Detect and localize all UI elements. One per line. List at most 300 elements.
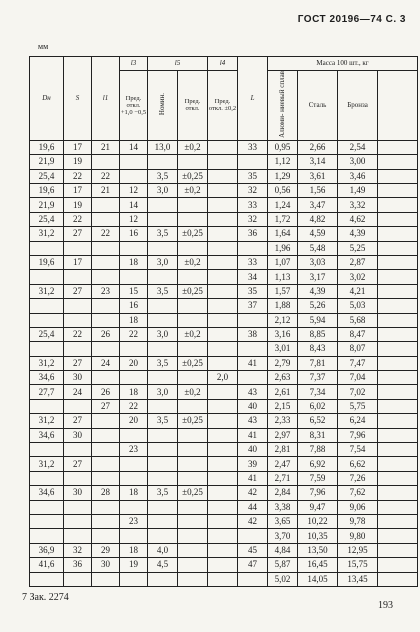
col-L: L	[238, 57, 268, 141]
cell-l4	[208, 543, 238, 557]
cell-bronze: 12,95	[338, 543, 378, 557]
cell-l3	[120, 572, 148, 586]
cell-l4	[208, 227, 238, 241]
cell-filler	[378, 255, 418, 269]
cell-l4	[208, 327, 238, 341]
cell-alu: 2,33	[268, 414, 298, 428]
cell-d0	[30, 313, 64, 327]
cell-l5-dev	[178, 514, 208, 528]
cell-L: 35	[238, 284, 268, 298]
cell-bronze: 8,07	[338, 342, 378, 356]
cell-alu: 3,38	[268, 500, 298, 514]
cell-steel: 8,31	[298, 428, 338, 442]
cell-L: 41	[238, 428, 268, 442]
cell-s	[64, 443, 92, 457]
cell-l3: 19	[120, 558, 148, 572]
table-row	[30, 399, 418, 413]
cell-s	[64, 342, 92, 356]
cell-d0: 31,2	[30, 356, 64, 370]
cell-d0: 31,2	[30, 284, 64, 298]
cell-bronze: 5,03	[338, 299, 378, 313]
cell-l3	[120, 471, 148, 485]
cell-l3	[120, 169, 148, 183]
cell-L: 37	[238, 299, 268, 313]
cell-L: 40	[238, 443, 268, 457]
cell-l3: 20	[120, 414, 148, 428]
cell-steel: 4,82	[298, 212, 338, 226]
footer-order: 7 Зак. 2274	[22, 592, 69, 603]
cell-l5-nom	[148, 529, 178, 543]
cell-l3: 18	[120, 385, 148, 399]
cell-l1: 21	[92, 183, 120, 197]
cell-l1	[92, 212, 120, 226]
cell-l5-nom	[148, 457, 178, 471]
cell-l3: 22	[120, 327, 148, 341]
cell-steel: 2,66	[298, 140, 338, 154]
cell-l5-nom: 3,5	[148, 486, 178, 500]
cell-l3	[120, 500, 148, 514]
cell-l5-nom	[148, 514, 178, 528]
cell-l5-nom: 4,0	[148, 543, 178, 557]
cell-steel: 4,39	[298, 284, 338, 298]
cell-bronze: 7,54	[338, 443, 378, 457]
cell-bronze: 9,78	[338, 514, 378, 528]
cell-s	[64, 270, 92, 284]
cell-alu: 2,79	[268, 356, 298, 370]
col-filler	[378, 71, 418, 141]
cell-d0: 21,9	[30, 155, 64, 169]
cell-bronze: 3,32	[338, 198, 378, 212]
cell-s: 27	[64, 457, 92, 471]
cell-l3	[120, 428, 148, 442]
cell-bronze: 7,62	[338, 486, 378, 500]
cell-alu: 2,97	[268, 428, 298, 442]
table-row	[30, 313, 418, 327]
cell-l1	[92, 299, 120, 313]
cell-s	[64, 529, 92, 543]
cell-steel: 10,35	[298, 529, 338, 543]
cell-l3	[120, 529, 148, 543]
cell-filler	[378, 241, 418, 255]
cell-d0	[30, 342, 64, 356]
cell-d0: 27,7	[30, 385, 64, 399]
col-steel: Сталь	[298, 71, 338, 141]
cell-steel: 13,50	[298, 543, 338, 557]
cell-l5-nom	[148, 155, 178, 169]
cell-alu: 3,65	[268, 514, 298, 528]
cell-alu: 1,24	[268, 198, 298, 212]
cell-l5-nom	[148, 342, 178, 356]
cell-l5-dev	[178, 529, 208, 543]
cell-bronze: 6,24	[338, 414, 378, 428]
cell-filler	[378, 514, 418, 528]
col-alu: Алюми- ниевый сплав	[268, 71, 298, 141]
cell-steel: 4,59	[298, 227, 338, 241]
col-s: S	[64, 57, 92, 141]
cell-bronze: 7,47	[338, 356, 378, 370]
cell-l4	[208, 212, 238, 226]
cell-l4	[208, 255, 238, 269]
cell-alu: 2,63	[268, 371, 298, 385]
cell-d0: 34,6	[30, 371, 64, 385]
cell-d0: 34,6	[30, 428, 64, 442]
cell-steel: 7,59	[298, 471, 338, 485]
cell-l5-nom	[148, 500, 178, 514]
cell-s: 17	[64, 183, 92, 197]
cell-s: 17	[64, 140, 92, 154]
cell-s: 30	[64, 371, 92, 385]
cell-filler	[378, 299, 418, 313]
cell-d0	[30, 399, 64, 413]
cell-l5-nom	[148, 299, 178, 313]
cell-l1	[92, 255, 120, 269]
cell-L: 40	[238, 399, 268, 413]
cell-alu: 0,56	[268, 183, 298, 197]
cell-L: 45	[238, 543, 268, 557]
cell-l5-dev	[178, 399, 208, 413]
table-row	[30, 284, 418, 298]
cell-s	[64, 313, 92, 327]
cell-s	[64, 500, 92, 514]
cell-steel: 3,03	[298, 255, 338, 269]
cell-s	[64, 572, 92, 586]
cell-bronze: 5,68	[338, 313, 378, 327]
cell-l4	[208, 270, 238, 284]
cell-steel: 6,52	[298, 414, 338, 428]
cell-filler	[378, 399, 418, 413]
cell-l5-nom: 3,5	[148, 284, 178, 298]
cell-l5-dev: ±0,25	[178, 486, 208, 500]
cell-d0: 25,4	[30, 212, 64, 226]
cell-L	[238, 529, 268, 543]
cell-alu: 2,15	[268, 399, 298, 413]
cell-l3: 16	[120, 299, 148, 313]
cell-steel: 8,85	[298, 327, 338, 341]
cell-l5-dev	[178, 342, 208, 356]
cell-l3: 18	[120, 313, 148, 327]
table-row	[30, 414, 418, 428]
cell-l5-dev	[178, 212, 208, 226]
cell-d0: 31,2	[30, 227, 64, 241]
cell-l1: 22	[92, 227, 120, 241]
col-l5: l5	[148, 57, 208, 71]
cell-s	[64, 399, 92, 413]
cell-filler	[378, 529, 418, 543]
cell-l5-dev	[178, 457, 208, 471]
cell-l1	[92, 471, 120, 485]
cell-bronze: 9,80	[338, 529, 378, 543]
cell-l4	[208, 514, 238, 528]
cell-steel: 5,48	[298, 241, 338, 255]
cell-l5-dev: ±0,25	[178, 169, 208, 183]
cell-l5-nom: 3,5	[148, 227, 178, 241]
table-row	[30, 183, 418, 197]
cell-bronze: 13,45	[338, 572, 378, 586]
cell-filler	[378, 313, 418, 327]
cell-l5-nom	[148, 313, 178, 327]
cell-L: 35	[238, 169, 268, 183]
cell-l5-nom: 4,5	[148, 558, 178, 572]
cell-l5-nom	[148, 399, 178, 413]
cell-l4	[208, 529, 238, 543]
cell-steel: 5,94	[298, 313, 338, 327]
table-row	[30, 385, 418, 399]
cell-l1	[92, 270, 120, 284]
cell-l3	[120, 342, 148, 356]
col-l5-nom: Номин.	[148, 71, 178, 141]
cell-steel: 10,22	[298, 514, 338, 528]
cell-s: 22	[64, 212, 92, 226]
cell-l1	[92, 529, 120, 543]
cell-s	[64, 514, 92, 528]
cell-filler	[378, 227, 418, 241]
cell-alu: 2,61	[268, 385, 298, 399]
cell-l5-nom	[148, 371, 178, 385]
cell-s: 24	[64, 385, 92, 399]
table-row	[30, 140, 418, 154]
cell-l5-dev	[178, 155, 208, 169]
cell-l4	[208, 443, 238, 457]
cell-bronze: 3,46	[338, 169, 378, 183]
cell-l1	[92, 155, 120, 169]
table-row	[30, 558, 418, 572]
cell-l5-dev: ±0,2	[178, 385, 208, 399]
table-row	[30, 255, 418, 269]
cell-l5-dev	[178, 428, 208, 442]
dimensions-table	[29, 56, 418, 587]
cell-l4	[208, 313, 238, 327]
cell-bronze: 15,75	[338, 558, 378, 572]
cell-l4	[208, 356, 238, 370]
cell-alu: 1,12	[268, 155, 298, 169]
cell-d0: 31,2	[30, 414, 64, 428]
cell-bronze: 5,75	[338, 399, 378, 413]
cell-l1: 28	[92, 486, 120, 500]
cell-l1: 23	[92, 284, 120, 298]
cell-l3	[120, 270, 148, 284]
cell-bronze: 7,96	[338, 428, 378, 442]
cell-l5-dev: ±0,2	[178, 183, 208, 197]
table-row	[30, 500, 418, 514]
cell-l3: 18	[120, 543, 148, 557]
cell-filler	[378, 471, 418, 485]
cell-filler	[378, 198, 418, 212]
cell-l5-nom	[148, 198, 178, 212]
cell-alu: 3,70	[268, 529, 298, 543]
cell-l3	[120, 155, 148, 169]
cell-steel: 3,47	[298, 198, 338, 212]
cell-steel: 7,81	[298, 356, 338, 370]
cell-steel: 14,05	[298, 572, 338, 586]
cell-L	[238, 155, 268, 169]
cell-d0	[30, 471, 64, 485]
cell-l1: 22	[92, 169, 120, 183]
cell-l1: 26	[92, 385, 120, 399]
cell-l5-dev: ±0,25	[178, 227, 208, 241]
cell-l5-dev	[178, 572, 208, 586]
cell-d0: 19,6	[30, 140, 64, 154]
table-row	[30, 212, 418, 226]
table-row	[30, 198, 418, 212]
cell-l1: 24	[92, 356, 120, 370]
cell-l5-nom	[148, 443, 178, 457]
cell-bronze: 3,02	[338, 270, 378, 284]
cell-d0: 21,9	[30, 198, 64, 212]
table-row	[30, 529, 418, 543]
col-l4: l4	[208, 57, 238, 71]
cell-l4	[208, 471, 238, 485]
cell-l4	[208, 241, 238, 255]
cell-alu: 2,12	[268, 313, 298, 327]
cell-l5-dev: ±0,25	[178, 414, 208, 428]
cell-l1: 30	[92, 558, 120, 572]
cell-bronze: 6,62	[338, 457, 378, 471]
cell-L: 33	[238, 198, 268, 212]
cell-l5-nom: 3,5	[148, 414, 178, 428]
cell-l4	[208, 299, 238, 313]
cell-alu: 3,16	[268, 327, 298, 341]
cell-steel: 7,88	[298, 443, 338, 457]
cell-s	[64, 241, 92, 255]
table-row	[30, 457, 418, 471]
cell-L: 47	[238, 558, 268, 572]
cell-L: 44	[238, 500, 268, 514]
cell-l5-nom: 3,5	[148, 169, 178, 183]
cell-d0	[30, 514, 64, 528]
cell-l3: 16	[120, 227, 148, 241]
cell-s: 27	[64, 284, 92, 298]
cell-filler	[378, 140, 418, 154]
cell-alu: 4,84	[268, 543, 298, 557]
cell-alu: 1,13	[268, 270, 298, 284]
cell-l3	[120, 457, 148, 471]
cell-l4	[208, 198, 238, 212]
cell-s: 36	[64, 558, 92, 572]
cell-alu: 2,84	[268, 486, 298, 500]
cell-l1	[92, 241, 120, 255]
cell-L: 42	[238, 486, 268, 500]
cell-steel: 6,92	[298, 457, 338, 471]
cell-L	[238, 313, 268, 327]
cell-steel: 7,96	[298, 486, 338, 500]
cell-alu: 1,29	[268, 169, 298, 183]
cell-L: 41	[238, 356, 268, 370]
cell-alu: 1,88	[268, 299, 298, 313]
cell-filler	[378, 155, 418, 169]
cell-alu: 1,64	[268, 227, 298, 241]
page-number: 193	[378, 600, 393, 611]
cell-L: 34	[238, 270, 268, 284]
cell-l4: 2,0	[208, 371, 238, 385]
cell-filler	[378, 457, 418, 471]
cell-alu: 3,01	[268, 342, 298, 356]
cell-bronze: 8,47	[338, 327, 378, 341]
cell-alu: 2,81	[268, 443, 298, 457]
col-mass: Масса 100 шт., кг	[268, 57, 418, 71]
cell-l3: 23	[120, 443, 148, 457]
cell-l3: 22	[120, 399, 148, 413]
cell-l5-dev	[178, 558, 208, 572]
cell-l4	[208, 414, 238, 428]
col-l1: l1	[92, 57, 120, 141]
cell-l5-dev	[178, 500, 208, 514]
cell-l4	[208, 385, 238, 399]
cell-L	[238, 342, 268, 356]
cell-filler	[378, 342, 418, 356]
cell-l5-dev: ±0,2	[178, 255, 208, 269]
cell-l5-dev	[178, 241, 208, 255]
cell-steel: 1,56	[298, 183, 338, 197]
table-row	[30, 514, 418, 528]
table-row	[30, 299, 418, 313]
cell-l5-dev: ±0,25	[178, 356, 208, 370]
cell-bronze: 9,06	[338, 500, 378, 514]
table-row	[30, 155, 418, 169]
cell-filler	[378, 284, 418, 298]
cell-l5-nom: 3,0	[148, 385, 178, 399]
cell-l4	[208, 169, 238, 183]
cell-alu: 1,57	[268, 284, 298, 298]
cell-l4	[208, 342, 238, 356]
cell-L: 32	[238, 212, 268, 226]
cell-l1: 21	[92, 140, 120, 154]
cell-l4	[208, 486, 238, 500]
table-row	[30, 443, 418, 457]
cell-steel: 7,34	[298, 385, 338, 399]
col-d0: Dн	[30, 57, 64, 141]
cell-l5-dev	[178, 471, 208, 485]
cell-filler	[378, 212, 418, 226]
cell-d0: 41,6	[30, 558, 64, 572]
cell-d0	[30, 529, 64, 543]
col-l4-dev: Пред. откл. ±0,2	[208, 71, 238, 141]
cell-l4	[208, 155, 238, 169]
cell-s	[64, 471, 92, 485]
cell-bronze: 1,49	[338, 183, 378, 197]
cell-filler	[378, 183, 418, 197]
table-row	[30, 169, 418, 183]
cell-d0: 34,6	[30, 486, 64, 500]
cell-filler	[378, 543, 418, 557]
cell-alu: 1,72	[268, 212, 298, 226]
cell-filler	[378, 500, 418, 514]
cell-s: 30	[64, 428, 92, 442]
cell-l1: 27	[92, 399, 120, 413]
cell-filler	[378, 270, 418, 284]
cell-l5-nom	[148, 241, 178, 255]
col-bronze: Бронза	[338, 71, 378, 141]
cell-filler	[378, 443, 418, 457]
cell-l5-nom	[148, 572, 178, 586]
cell-d0	[30, 270, 64, 284]
cell-bronze: 2,54	[338, 140, 378, 154]
cell-l5-nom: 3,5	[148, 356, 178, 370]
cell-alu: 5,02	[268, 572, 298, 586]
cell-s: 27	[64, 414, 92, 428]
cell-L	[238, 371, 268, 385]
cell-l1	[92, 457, 120, 471]
cell-l5-dev	[178, 443, 208, 457]
cell-l5-nom	[148, 212, 178, 226]
cell-d0	[30, 500, 64, 514]
unit-label: мм	[38, 42, 49, 51]
cell-l5-nom	[148, 471, 178, 485]
cell-s: 22	[64, 327, 92, 341]
cell-bronze: 5,25	[338, 241, 378, 255]
cell-l1	[92, 313, 120, 327]
cell-filler	[378, 486, 418, 500]
cell-alu: 0,95	[268, 140, 298, 154]
